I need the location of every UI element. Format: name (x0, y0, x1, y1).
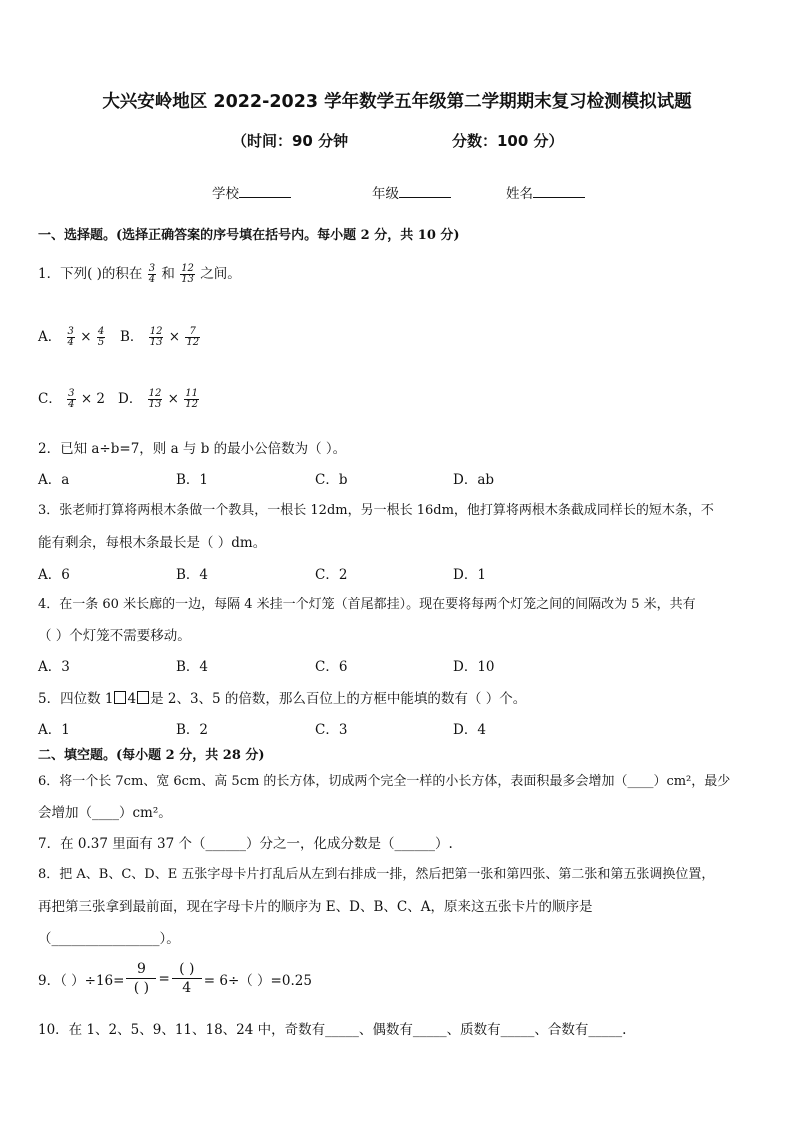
q1-option-a: A． $\frac{3}{4}$ × $\frac{4}{5}$ (38, 326, 105, 348)
question-8-line-2: 再把第三张拿到最前面，现在字母卡片的顺序为 E、D、B、C、A，原来这五张卡片的顺序是 (38, 899, 593, 915)
q2-option-b: B．1 (176, 472, 209, 488)
time-info: （时间：90 分钟 (232, 132, 349, 150)
q1-frac-2: $\frac{12}{13}$ (181, 263, 194, 285)
question-1 (38, 262, 241, 285)
grade-field (372, 182, 451, 202)
question-7: 7．在 0.37 里面有 37 个（______）分之一，化成分数是（______）. (38, 836, 453, 852)
school-blank (239, 185, 291, 198)
q1-frac-1: $\frac{3}{4}$ (148, 263, 156, 285)
school-label: 学校 (212, 186, 239, 202)
question-6-line-2: 会增加（____）cm²。 (38, 805, 172, 821)
digit-box-icon (137, 691, 149, 704)
question-3-line-2: 能有剩余，每根木条最长是（ ）dm。 (38, 535, 267, 551)
q1-stem-a: 1．下列( )的积在 (38, 266, 143, 282)
name-blank (533, 185, 585, 198)
section-fill-heading: 二、填空题。(每小题 2 分，共 28 分) (38, 748, 265, 763)
q3-option-d: D．1 (453, 567, 486, 583)
q3-option-a: A．6 (38, 567, 70, 583)
score-info: 分数：100 分） (452, 132, 564, 150)
q5-option-a: A．1 (38, 722, 70, 738)
q9-frac-1: $\frac{9}{( )}$ (126, 960, 156, 997)
q1-option-b: B． $\frac{12}{13}$ × $\frac{7}{12}$ (120, 326, 200, 348)
digit-box-icon (114, 691, 126, 704)
q1-and: 和 (161, 266, 175, 282)
q3-option-b: B．4 (176, 567, 209, 583)
q4-option-d: D．10 (453, 659, 495, 675)
question-2: 2．已知 a÷b=7，则 a 与 b 的最小公倍数为（ ）。 (38, 441, 347, 457)
q5-option-d: D．4 (453, 722, 486, 738)
grade-blank (399, 185, 451, 198)
name-label: 姓名 (506, 186, 533, 202)
question-8-line-3: （________________）。 (38, 931, 180, 947)
q9-frac-2: $\frac{( )}{4}$ (172, 960, 202, 997)
question-10: 10．在 1、2、5、9、11、18、24 中，奇数有_____、偶数有_____、质数有_____、合数有_____. (38, 1022, 627, 1038)
q4-option-c: C．6 (315, 659, 348, 675)
q2-option-c: C．b (315, 472, 348, 488)
q5-option-b: B．2 (176, 722, 209, 738)
q2-option-a: A．a (38, 472, 70, 488)
question-4-line-2: （ ）个灯笼不需要移动。 (38, 628, 191, 644)
school-field (212, 182, 291, 202)
question-4-line-1: 4．在一条 60 米长廊的一边，每隔 4 米挂一个灯笼（首尾都挂）。现在要将每两个灯笼之间的间隔改为 5 米，共有 (38, 597, 696, 612)
section-choice-heading: 一、选择题。(选择正确答案的序号填在括号内。每小题 2 分，共 10 分) (38, 228, 460, 243)
q4-option-b: B．4 (176, 659, 209, 675)
question-5: 5．四位数 1 4 是 2、3、5 的倍数，那么百位上的方框中能填的数有（ ）个。 (38, 691, 527, 707)
question-3-line-1: 3．张老师打算将两根木条做一个教具，一根长 12dm，另一根长 16dm，他打算将两根木条截成同样长的短木条，不 (38, 503, 714, 518)
q3-option-c: C．2 (315, 567, 348, 583)
q1-option-c: C． $\frac{3}{4}$ × 2 (38, 388, 106, 410)
grade-label: 年级 (372, 186, 399, 202)
q5-option-c: C．3 (315, 722, 348, 738)
q1-stem-b: 之间。 (200, 266, 241, 282)
question-9: 9．（ ）÷16= $\frac{9}{( )}$ = $\frac{( )}{4}$ = 6÷（ ）=0.25 (38, 961, 312, 996)
q2-option-d: D．ab (453, 472, 495, 488)
q1-option-d: D． $\frac{12}{13}$ × $\frac{11}{12}$ (118, 388, 198, 410)
exam-title: 大兴安岭地区 2022-2023 学年数学五年级第二学期期末复习检测模拟试题 (102, 92, 692, 112)
name-field (506, 182, 585, 202)
question-6-line-1: 6．将一个长 7cm、宽 6cm、高 5cm 的长方体，切成两个完全一样的小长方体，表面积最多会增加（____）cm²，最少 (38, 774, 731, 789)
question-8-line-1: 8．把 A、B、C、D、E 五张字母卡片打乱后从左到右排成一排，然后把第一张和第四张、第二张和第五张调换位置， (38, 867, 715, 882)
q4-option-a: A．3 (38, 659, 70, 675)
